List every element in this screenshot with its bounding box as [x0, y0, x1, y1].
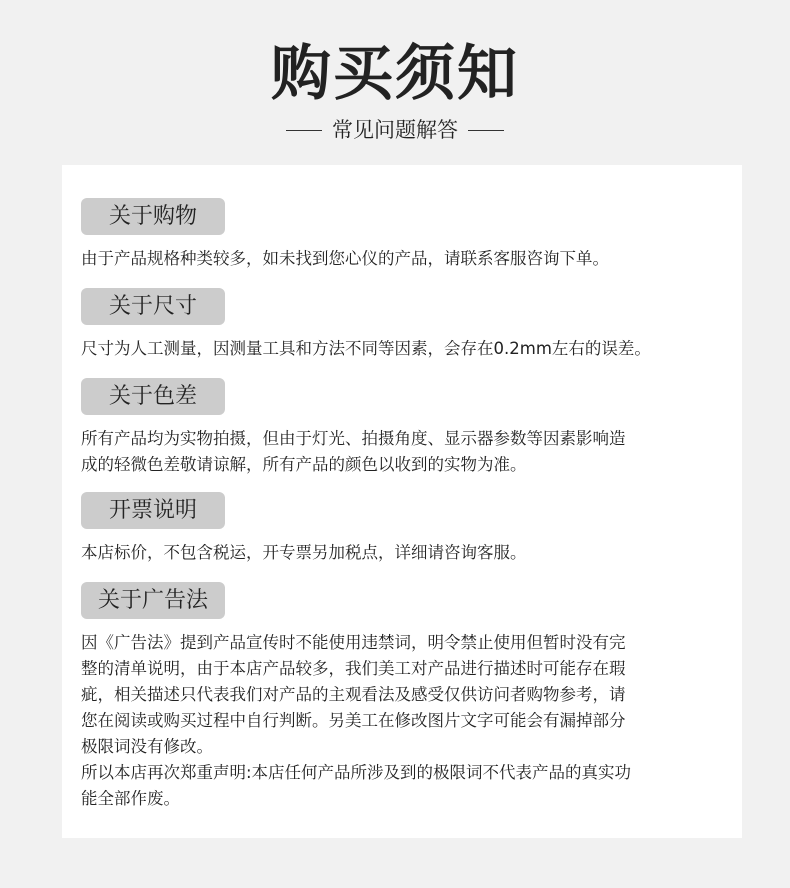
section-label: 关于购物 [81, 198, 225, 235]
section-text [81, 336, 731, 362]
text-line: 极限词没有修改。 [81, 737, 213, 756]
text-line: 所以本店再次郑重声明:本店任何产品所涉及到的极限词不代表产品的真实功 [81, 763, 632, 782]
section-label: 关于广告法 [81, 582, 225, 619]
section-size [81, 288, 731, 362]
section-color [81, 378, 731, 478]
section-label: 开票说明 [81, 492, 225, 529]
text-line: 尺寸为人工测量，因测量工具和方法不同等因素，会存在0.2mm左右的误差。 [81, 339, 651, 358]
text-line: 您在阅读或购买过程中自行判断。另美工在修改图片文字可能会有漏掉部分 [81, 711, 626, 730]
faq-card [62, 165, 742, 838]
section-text [81, 540, 731, 566]
text-line: 所有产品均为实物拍摄，但由于灯光、拍摄角度、显示器参数等因素影响造 [81, 429, 626, 448]
section-invoice [81, 492, 731, 566]
divider-right [468, 130, 504, 131]
section-text [81, 246, 731, 272]
section-label: 关于尺寸 [81, 288, 225, 325]
subtitle-text: 常见问题解答 [332, 118, 458, 142]
section-text [81, 630, 731, 812]
text-line: 成的轻微色差敬请谅解，所有产品的颜色以收到的实物为准。 [81, 455, 527, 474]
section-shopping [81, 198, 731, 272]
text-line: 疵，相关描述只代表我们对产品的主观看法及感受仅供访问者购物参考，请 [81, 685, 626, 704]
section-ad-law [81, 582, 731, 812]
text-line: 因《广告法》提到产品宣传时不能使用违禁词，明令禁止使用但暂时没有完 [81, 633, 626, 652]
page-title: 购买须知 [271, 39, 519, 109]
section-text [81, 426, 731, 478]
text-line: 能全部作废。 [81, 789, 180, 808]
text-line: 整的清单说明，由于本店产品较多，我们美工对产品进行描述时可能存在瑕 [81, 659, 626, 678]
text-line: 由于产品规格种类较多，如未找到您心仪的产品，请联系客服咨询下单。 [81, 249, 609, 268]
section-label: 关于色差 [81, 378, 225, 415]
text-line: 本店标价，不包含税运，开专票另加税点，详细请咨询客服。 [81, 543, 527, 562]
subtitle [0, 116, 790, 144]
divider-left [286, 130, 322, 131]
